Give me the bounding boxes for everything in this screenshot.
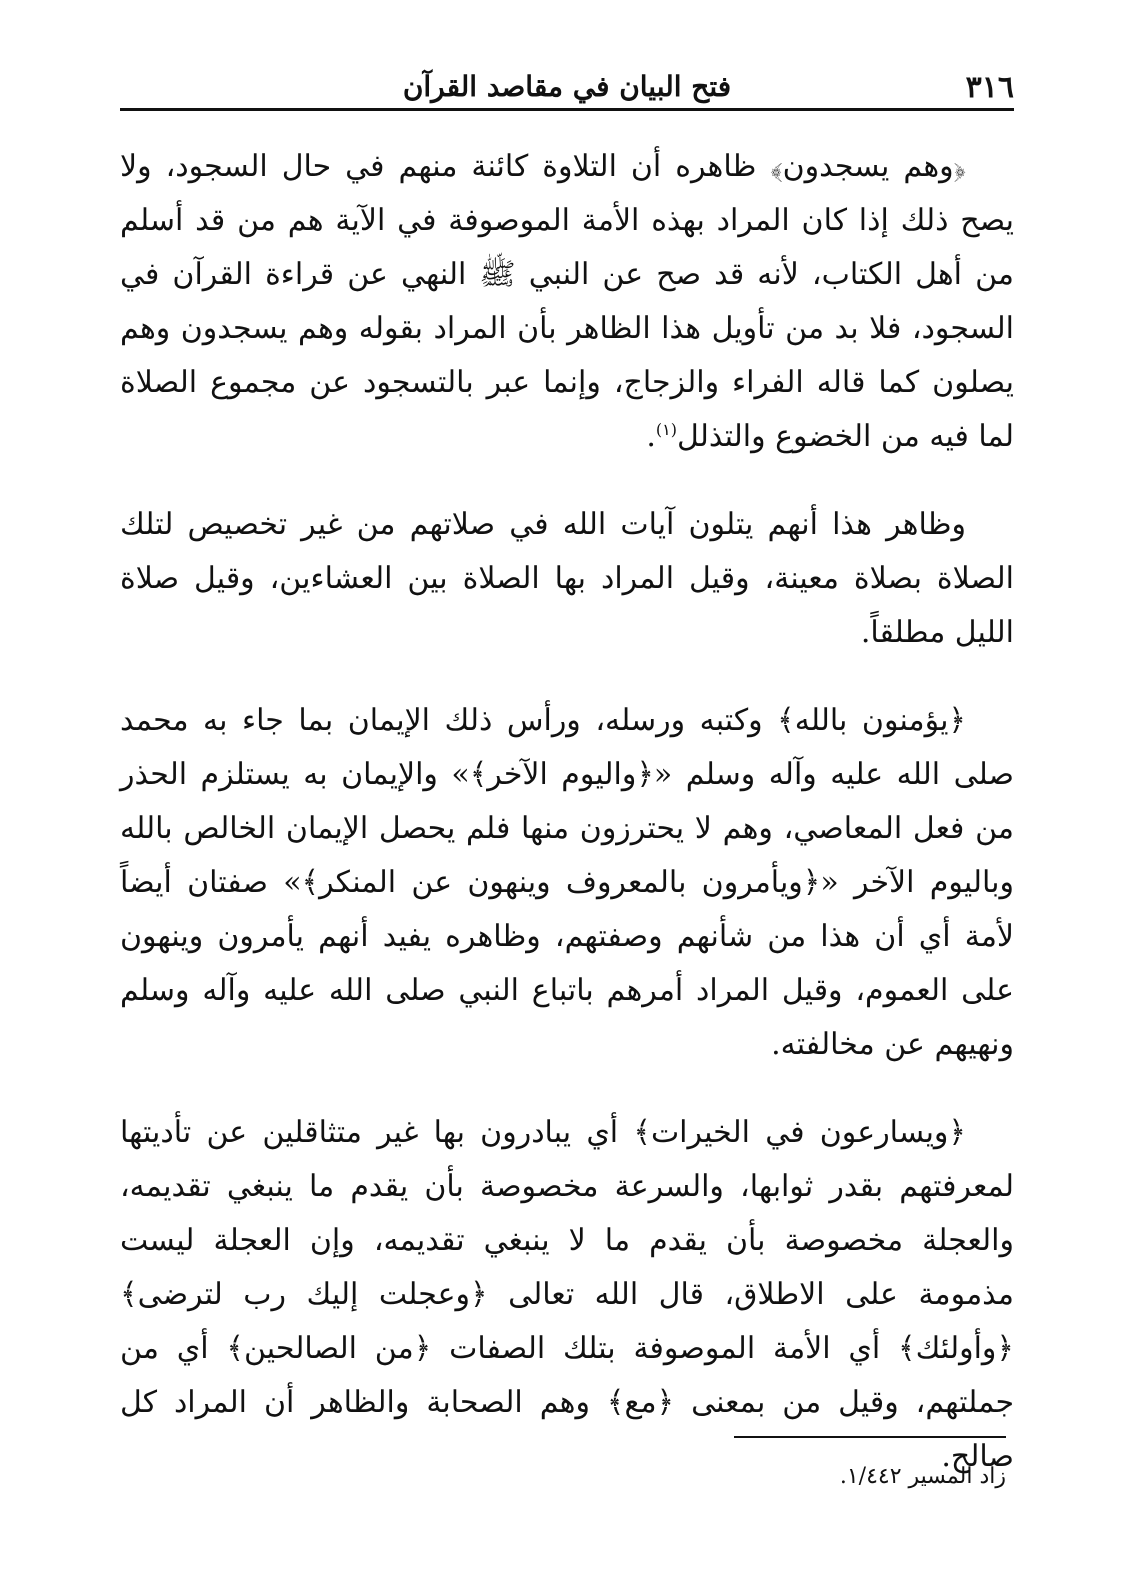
footnote-divider	[734, 1436, 1006, 1438]
paragraph-4: ﴿ويسارعون في الخيرات﴾ أي يبادرون بها غير متثاقلين عن تأديتها لمعرفتهم بقدر ثوابها، والسرعة مخصوصة بأن يقدم ما ينبغي تقديمه، والعجلة مخصوصة بأن يقدم ما لا ينبغي تقديمه، وإن العجلة ليست مذمومة على الاطلاق، قال الله تعالى ﴿وعجلت إليك رب لترضى﴾ ﴿وأولئك﴾ أي الأمة الموصوفة بتلك الصفات ﴿من الصالحين﴾ أي من جملتهم، وقيل من بمعنى ﴿مع﴾ وهم الصحابة والظاهر أن المراد كل صالح.	[120, 1115, 1014, 1474]
paragraph-1-text: ﴿وهم يسجدون﴾ ظاهره أن التلاوة كائنة منهم في حال السجود، ولا يصح ذلك إذا كان المراد بهذه الأمة الموصوفة في الآية هم من قد أسلم من أهل الكتاب، لأنه قد صح عن النبي ﷺ النهي عن قراءة القرآن في السجود، فلا بد من تأويل هذا الظاهر بأن المراد بقوله وهم يسجدون وهم يصلون كما قاله الفراء والزجاج، وإنما عبر بالتسجود عن مجموع الصلاة لما فيه من الخضوع والتذلل	[120, 149, 1014, 454]
footnote: زاد المسير ١/٤٤٢.	[839, 1464, 1006, 1489]
page-number: ٣١٦	[965, 70, 1014, 105]
running-title: فتح البيان في مقاصد القرآن	[402, 70, 732, 103]
paragraph-3: ﴿يؤمنون بالله﴾ وكتبه ورسله، ورأس ذلك الإيمان بما جاء به محمد صلى الله عليه وآله وسلم «﴿واليوم الآخر﴾» والإيمان به يستلزم الحذر من فعل المعاصي، وهم لا يحترزون منها فلم يحصل الإيمان الخالص بالله وباليوم الآخر «﴿ويأمرون بالمعروف وينهون عن المنكر﴾» صفتان أيضاً لأمة أي أن هذا من شأنهم وصفتهم، وظاهره يفيد أنهم يأمرون وينهون على العموم، وقيل المراد أمرهم باتباع النبي صلى الله عليه وآله وسلم ونهيهم عن مخالفته.	[120, 703, 1014, 1062]
main-text	[120, 140, 1014, 1518]
paragraph-2: وظاهر هذا أنهم يتلون آيات الله في صلاتهم من غير تخصيص لتلك الصلاة بصلاة معينة، وقيل المراد بها الصلاة بين العشاءين، وقيل صلاة الليل مطلقاً.	[120, 507, 1014, 650]
page-header	[120, 64, 1014, 111]
paragraph-1-end: .	[646, 419, 656, 454]
paragraph-1	[120, 140, 1014, 464]
footnote-reference: (١)	[655, 420, 677, 439]
